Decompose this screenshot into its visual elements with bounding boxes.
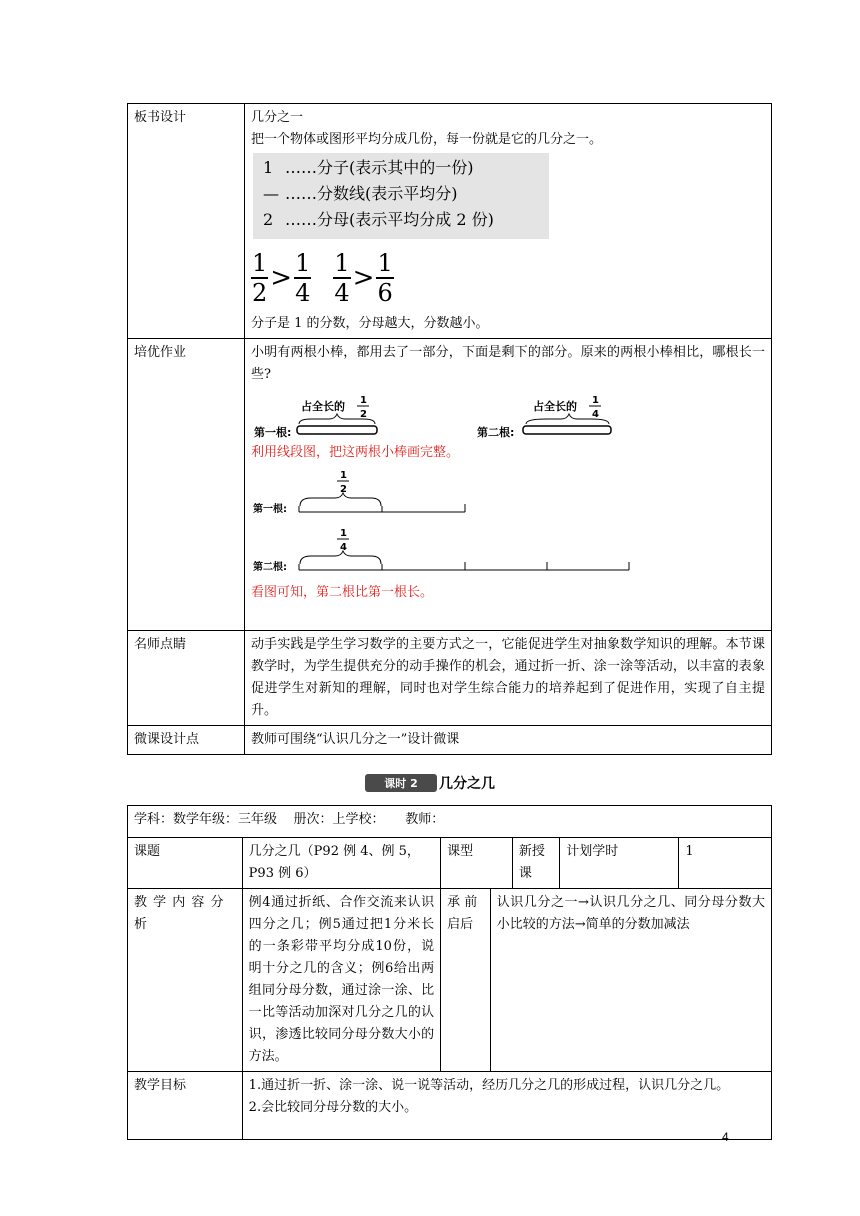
hours-label: 计划学时 [560,838,679,889]
numerator-part: 1 ……分子(表示其中的一份) [263,158,474,177]
comment-text: 动手实践是学生学习数学的主要方式之一，它能促进学生对抽象数学知识的理解。本节课教学时，为学生提供充分的动手操作的机会，通过折一折、涂一涂等活动，以丰富的表象促进学生对新知的理解，同时也对学生综合能力的培养起到了促进作用，实现了自主提升。 [245,631,772,726]
svg-text:1: 1 [340,528,347,539]
svg-text:1: 1 [340,470,347,481]
analysis-text: 例4通过折纸、合作交流来认识四分之几；例5通过把1分米长的一条彩带平均分成10份，说明十分之几的含义；例6给出两组同分母分数，通过涂一涂、比一比等活动加深对几分之几的认识，渗透比较同分母分数大小的方法。 [242,889,440,1072]
goal-item: 2.会比较同分母分数的大小。 [248,1100,418,1115]
board-design-cell [245,104,772,339]
stick1-label: 第一根: [254,426,292,439]
fraction-1-6: $\frac{1}{6}$ [377,249,393,307]
row1-label: 第一根: [253,504,287,515]
board-conclusion: 分子是 1 的分数，分母越大，分数越小。 [251,316,489,331]
micro-text: 教师可围绕“认识几分之一”设计微课 [245,726,772,755]
fraction-line-part: — ……分数线(表示平均分) [263,184,458,203]
homework-instruction: 利用线段图，把这两根小棒画完整。 [251,445,460,460]
link-label: 承 前 启后 [441,889,491,1072]
fraction-comparison [251,243,765,313]
board-title: 几分之一 [251,110,304,125]
homework-cell [245,339,772,631]
stick2-caption: 占全长的 [533,400,577,413]
homework-answer: 看图可知，第二根比第一根长。 [251,585,434,600]
topic-value: 几分之几（P92 例 4、例 5，P93 例 6） [242,838,440,889]
stick1-caption: 占全长的 [301,400,345,413]
comment-label: 名师点睛 [128,631,245,726]
stick-1 [297,426,377,434]
lesson-table-1 [127,103,772,755]
goals-cell [242,1072,771,1140]
fraction-1-2: $\frac{1}{2}$ [252,249,268,307]
goal-label: 教学目标 [128,1072,243,1140]
board-definition: 把一个物体或图形平均分成几份，每一份就是它的几分之一。 [251,132,603,147]
topic-label: 课题 [128,838,243,889]
greater-than-sign: > [352,263,375,293]
fraction-1-4-b: $\frac{1}{4}$ [334,249,350,307]
homework-question: 小明有两根小棒，都用去了一部分，下面是剩下的部分。原来的两根小棒相比，哪根长一些? [251,345,765,382]
stick2-label: 第二根: [477,426,515,439]
subject-header: 学科：数学年级：三年级 册次：上学校： 教师： [128,806,772,838]
type-label: 课型 [441,838,513,889]
lesson-table-2 [127,805,772,1140]
row2-label: 第二根: [253,562,287,573]
hours-value: 1 [679,838,772,889]
board-design-label: 板书设计 [128,104,245,339]
type-value: 新授课 [512,838,559,889]
homework-label: 培优作业 [128,339,245,631]
svg-text:4: 4 [592,409,599,420]
svg-text:4: 4 [340,542,347,553]
micro-label: 微课设计点 [128,726,245,755]
sticks-figure [251,388,671,442]
stick-2 [523,426,611,434]
greater-than-sign: > [270,263,293,293]
svg-text:2: 2 [340,484,347,495]
link-text: 认识几分之一→认识几分之几、同分母分数大小比较的方法→简单的分数加减法 [490,889,771,1072]
denominator-part: 2 ……分母(表示平均分成 2 份) [263,210,494,229]
lesson-2-heading [365,773,495,793]
fraction-1-4: $\frac{1}{4}$ [295,249,311,307]
svg-text:1: 1 [360,395,367,406]
analysis-label: 教 学 内 容 分 析 [128,889,243,1072]
lesson-badge: 课时 2 [365,774,437,792]
goal-item: 1.通过折一折、涂一涂、说一说等活动，经历几分之几的形成过程，认识几分之几。 [248,1078,730,1093]
lesson-2-title: 几分之几 [439,776,495,792]
svg-text:1: 1 [592,395,599,406]
segment-diagram [251,464,671,582]
fraction-parts-box [253,153,549,239]
svg-text:2: 2 [360,409,367,420]
page-number: 4 [722,1130,729,1144]
